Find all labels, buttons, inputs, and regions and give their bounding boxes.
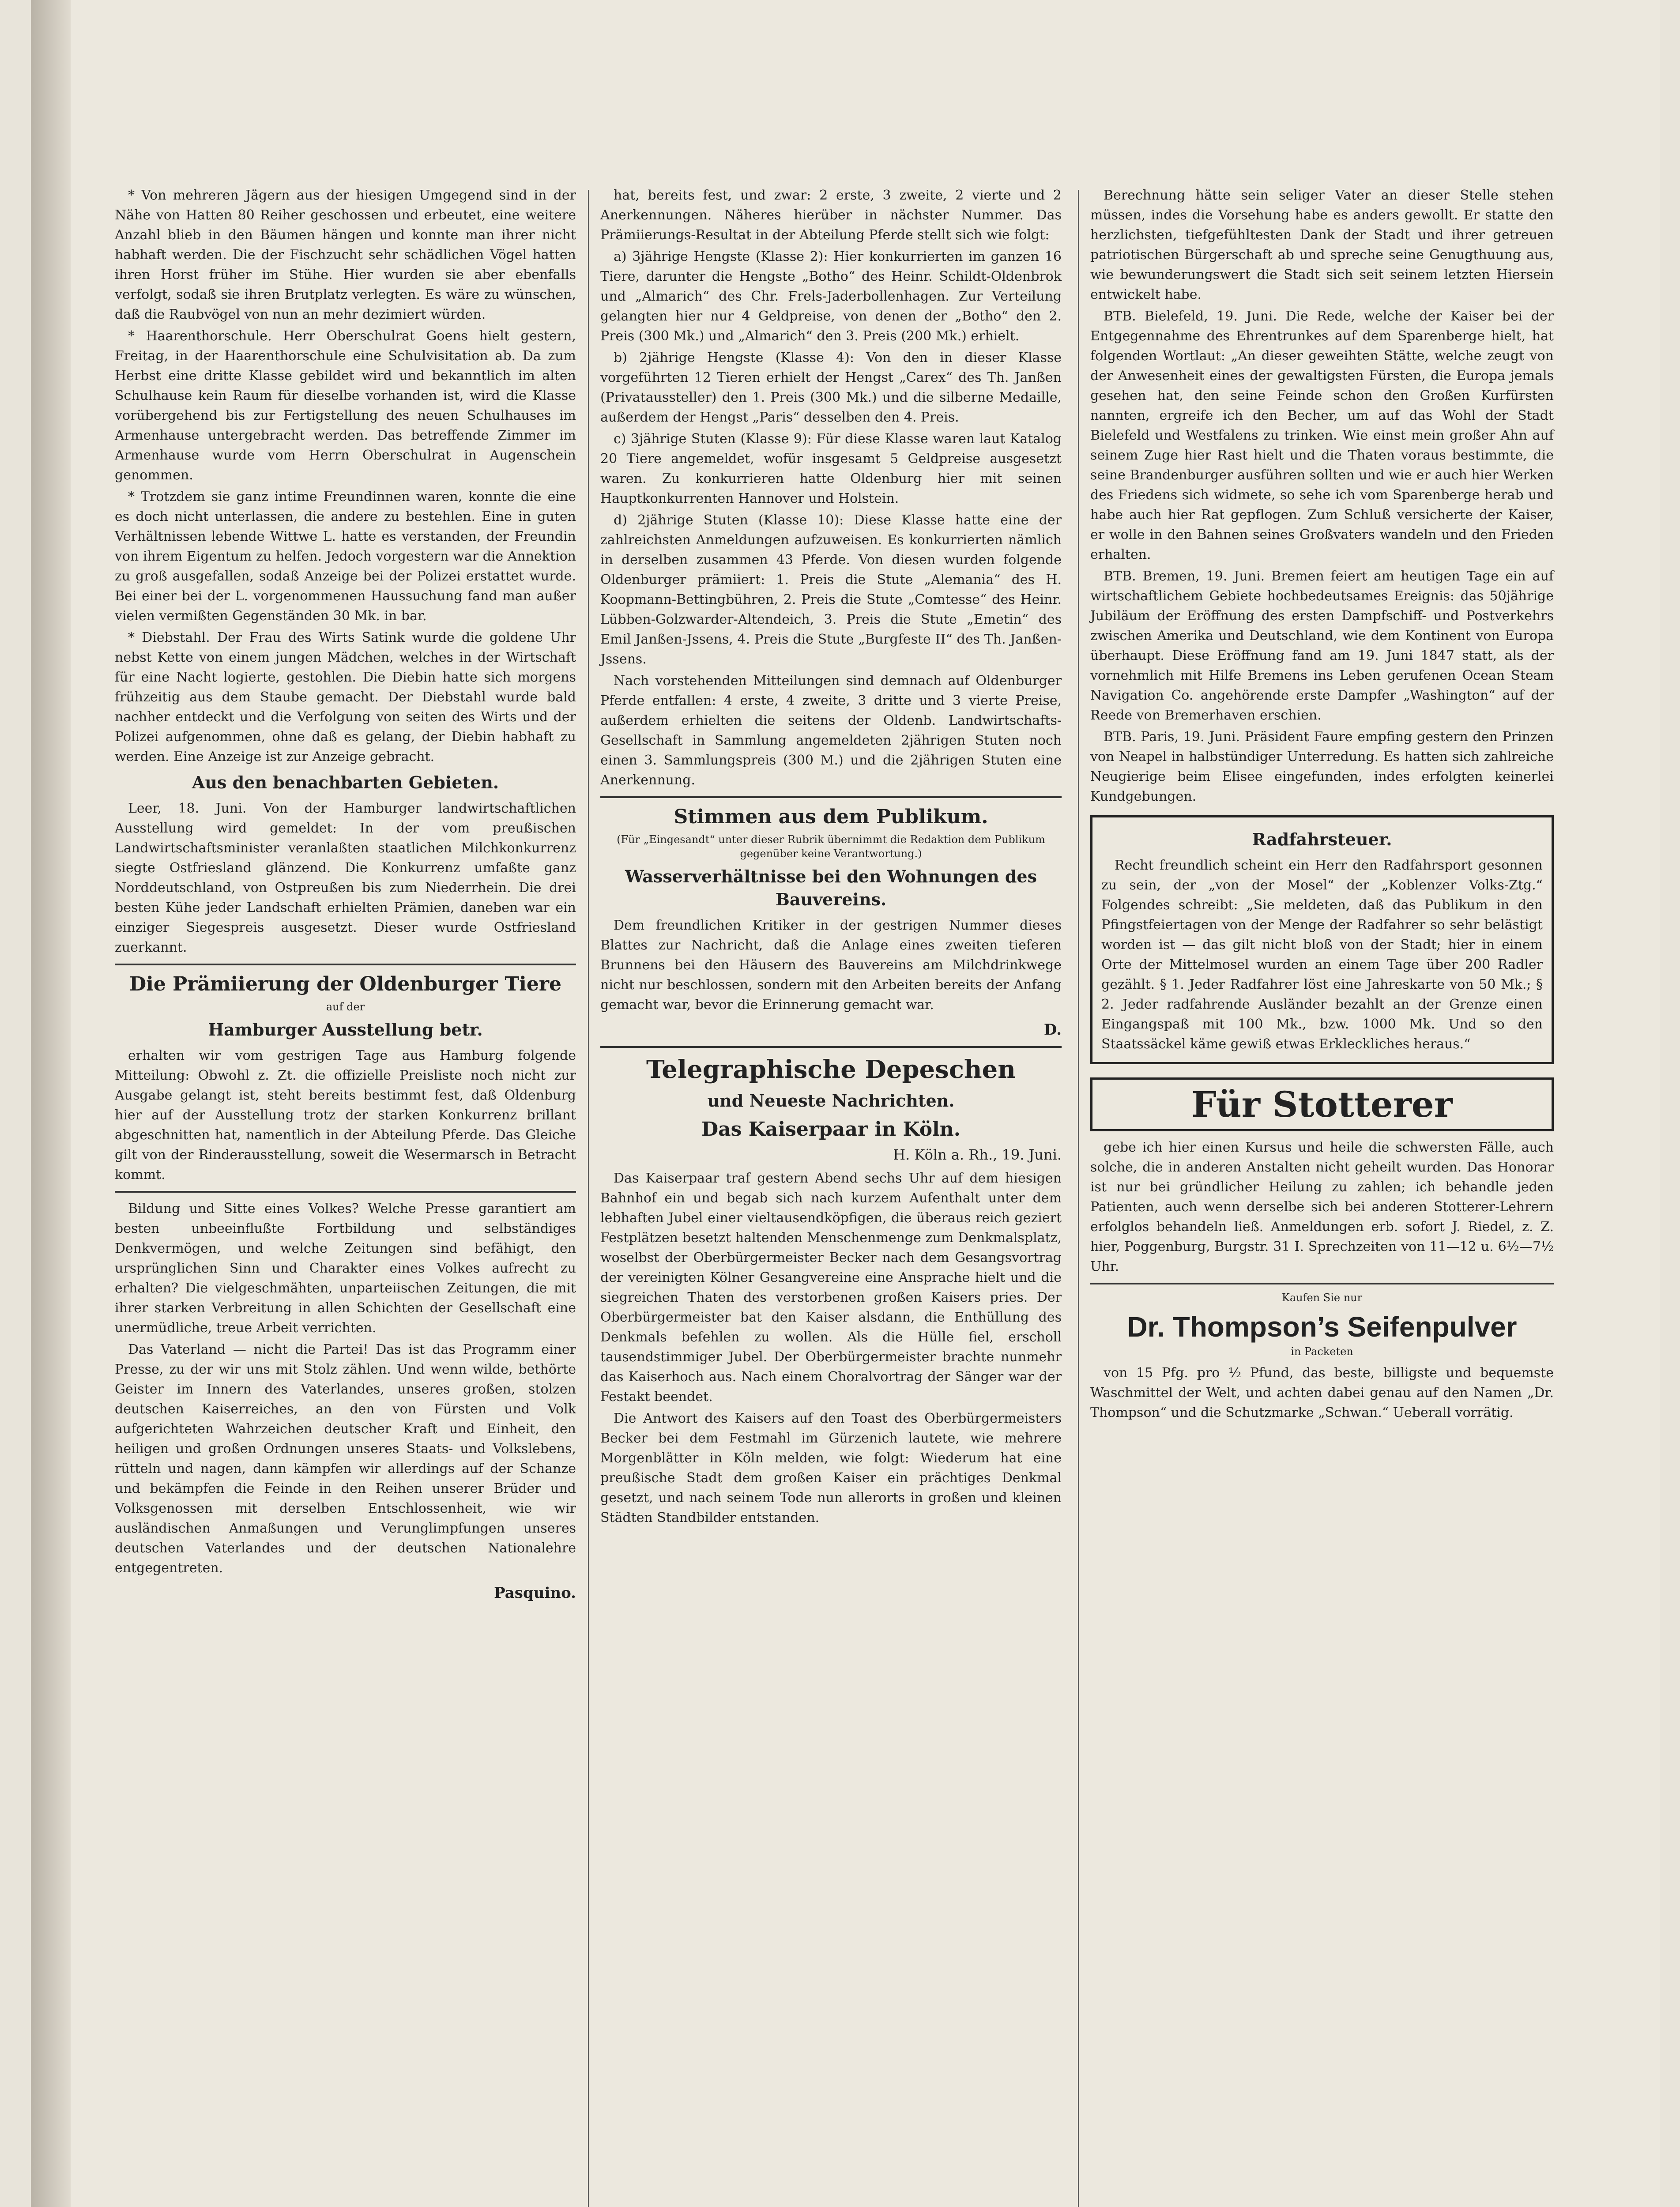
dateline: H. Köln a. Rh., 19. Juni. [893,1146,1062,1163]
section-heading: Stimmen aus dem Publikum. [674,806,988,828]
divider [600,796,1062,798]
article-paragraph: BTB. Bielefeld, 19. Juni. Die Rede, welche der Kaiser bei der Entgegennahme des Ehrentrunkes auf dem Sparenberge hielt, hat folgenden Wortlaut: „An dieser geweihten Stätte, welche zeugt von der Anwesenheit eines der gewaltigsten Fürsten, die Europa jemals gesehen hat, den seine Feinde schon den Großen Kurfürsten nannten, ergreife ich den Becher, um auf das Wohl der Stadt Bielefeld und Westfalens zu trinken. Wie einst mein großer Ahn auf seinem Zuge hier Rast hielt und die Thaten voraus bestimmte, die seine Brandenburger ausführen sollten und wie er auch hier Werken des Friedens sich widmete, so sehe ich vom Sparenberge herab und habe auch hier Rat gepflogen. Zum Schluß versicherte der Kaiser, er wolle in den Bahnen seines Großvaters wandeln und den Frieden erhalten. [1090,309,1554,562]
author-signature: D. [1043,1021,1062,1039]
article-paragraph: d) 2jährige Stuten (Klasse 10): Diese Klasse hatte eine der zahlreichsten Anmeldungen aufzuweisen. Es konkurrierten nämlich in derselben zusammen 43 Pferde. Von diesen wurden folgende Oldenburger prämiiert: 1. Preis die Stute „Alemania“ des H. Koopmann-Bettingbühren, 2. Preis die Stute „Comtesse“ des Heinr. Lübben-Golzwarder-Altendeich, 3. Preis die Stute „Emetin“ des Emil Janßen-Jssens, 4. Preis die Stute „Burgfeste II“ des Th. Janßen-Jssens. [600,512,1062,667]
article-paragraph: Das Vaterland — nicht die Partei! Das ist das Programm einer Presse, zu der wir uns mit Stolz zählen. Und wenn wilde, bethörte Geister im Innern des Vaterlandes, unseres großen, stolzen deutschen Kaiserreiches, an den von Fürsten und Volk aufgerichteten Wahrzeichen deutscher Kraft und Einheit, den heiligen und großen Ordnungen unseres Staats- und Volkslebens, rütteln und nagen, dann kämpfen wir allerdings auf der Schanze und bekämpfen die Feinde in den Reihen unserer Brüder und Volksgenossen mit derselben Entschlossenheit, wie wir ausländischen Anmaßungen und Verunglimpfungen unseres deutschen Vaterlandes und der deutschen Nationalehre entgegentreten. [115,1342,576,1576]
article-paragraph: Recht freundlich scheint ein Herr den Radfahrsport gesonnen zu sein, der „von der Mosel“ der „Koblenzer Volks-Ztg.“ Folgendes schreibt: „Sie meldeten, daß das Publikum in den Pfingstfeiertagen von der Menge der Radfahrer so sehr belästigt worden ist — das gilt nicht bloß von der Stadt; hier in einem Orte der Mittelmosel wurden an einem Tage über 200 Radler gezählt. § 1. Jeder Radfahrer löst eine Jahreskarte von 50 Mk.; § 2. Jeder radfahrende Ausländer bezahlt an der Grenze einen Eingangspaß mit 100 Mk., bzw. 1000 Mk. Und so den Staatssäckel käme gewiß etwas Erkleckliches heraus.“ [1101,858,1543,1052]
column-3 [1090,185,1554,2207]
column-2 [600,185,1062,2207]
article-paragraph: BTB. Paris, 19. Juni. Präsident Faure empfing gestern den Prinzen von Neapel in halbstündiger Unterredung. Es hatten sich zahlreiche Neugierige beim Elisee eingefunden, indes erfolgten keinerlei Kundgebungen. [1090,729,1554,804]
article-paragraph: c) 3jährige Stuten (Klasse 9): Für diese Klasse waren laut Katalog 20 Tiere angemeldet, wofür insgesamt 5 Geldpreise ausgesetzt waren. Zu konkurrieren hatte Oldenburg hier mit seinen Hauptkonkurrenten Hannover und Holstein. [600,431,1062,506]
radfahrsteuer-box [1090,815,1554,1064]
advertisement-intro: Kaufen Sie nur [1281,1292,1363,1304]
advertisement-product: Dr. Thompson’s Seifenpulver [1127,1311,1517,1343]
article-subheadline: Hamburger Ausstellung betr. [208,1020,483,1039]
advertisement-text: gebe ich hier einen Kursus und heile die schwersten Fälle, auch solche, die in anderen Anstalten nicht geheilt wurden. Das Honorar ist nur bei gründlicher Heilung zu zahlen; ich behandle jeden Patienten, auch wenn derselbe sich bei anderen Stotterer-Lehrern erfolglos behandeln ließ. Anmeldungen erb. sofort J. Riedel, z. Z. hier, Poggenburg, Burgstr. 31 I. Sprechzeiten von 11—12 u. 6½—7½ Uhr. [1090,1140,1554,1274]
article-paragraph: hat, bereits fest, und zwar: 2 erste, 3 zweite, 2 vierte und 2 Anerkennungen. Näheres hierüber in nächster Nummer. Das Prämiierungs-Resultat in der Abteilung Pferde stellt sich wie folgt: [600,188,1062,243]
article-paragraph: * Von mehreren Jägern aus der hiesigen Umgegend sind in der Nähe von Hatten 80 Reiher geschossen und erbeutet, eine weitere Anzahl blieb in den Bäumen hängen und konnte man ihrer nicht habhaft werden. Die der Fischzucht sehr schädlichen Vögel hatten ihren Horst früher im Stühe. Hier wurden sie aber ebenfalls verfolgt, sodaß sie ihren Brutplatz verlegten. Es wäre zu wünschen, daß die Raubvögel von nun an mehr dezimiert würden. [115,188,576,322]
article-paragraph: Dem freundlichen Kritiker in der gestrigen Nummer dieses Blattes zur Nachricht, daß die Anlage eines zweiten tieferen Brunnens bei den Häusern des Bauvereins am Milchdrinkwege nicht nur beschlossen, sondern mit den Arbeiten bereits der Anfang gemacht war, bevor die Erinnerung gemacht war. [600,918,1062,1013]
newspaper-page [31,0,1660,2207]
column-rule [1078,190,1079,2207]
headline-connector: auf der [326,1001,365,1013]
article-headline: Die Prämiierung der Oldenburger Tiere [129,973,562,995]
article-paragraph: Das Kaiserpaar traf gestern Abend sechs Uhr auf dem hiesigen Bahnhof ein und begab sich nach kurzem Aufenthalt unter dem lebhaften Jubel einer vieltausendköpfigen, die überaus reich geziert Festplätzen besetzt haltenden Menschenmenge zum Denkmalsplatz, woselbst der Oberbürgermeister Becker nach dem Gesangsvortrag der vereinigten Kölner Gesangvereine eine Ansprache hielt und die siegreichen Thaten des verstorbenen großen Kaisers pries. Der Oberbürgermeister bat den Kaiser alsdann, die Enthüllung des Denkmals befehlen zu wollen. Als die Hülle fiel, erscholl tausendstimmiger Jubel. Der Oberbürgermeister brachte nunmehr das Kaiserhoch aus. Nach einem Choralvortrag der Sänger war der Festakt beendet. [600,1171,1062,1405]
article-paragraph: erhalten wir vom gestrigen Tage aus Hamburg folgende Mitteilung: Obwohl z. Zt. die offizielle Preisliste noch nicht zur Ausgabe gelangt ist, steht bereits bestimmt fest, daß Oldenburg hier auf der Ausstellung trotz der starken Konkurrenz brillant abgeschnitten hat, namentlich in der Abteilung Pferde. Das Gleiche gilt von der Rinderausstellung, soweit die Wesermarsch in Betracht kommt. [115,1048,576,1183]
article-paragraph: Leer, 18. Juni. Von der Hamburger landwirtschaftlichen Ausstellung wird gemeldet: In der vom preußischen Landwirtschaftsminister veranlaßten staatlichen Milchkonkurrenz siegte Ostfriesland glänzend. Die Konkurrenz umfaßte ganz Norddeutschland, von Ostpreußen bis zum Niederrhein. Die drei besten Kühe jeder Landschaft erhielten Prämien, daneben war ein einziger Siegespreis ausgesetzt. Dieser wurde Ostfriesland zuerkannt. [115,801,576,955]
book-spine [31,0,71,2207]
article-paragraph: Bildung und Sitte eines Volkes? Welche Presse garantiert am besten unbeeinflußte Fortbildung und selbständiges Denkvermögen, und welche Zeitungen sind befähigt, den ursprünglichen Sinn und Charakter eines Volkes aufrecht zu erhalten? Die vielgeschmähten, unparteiischen Zeitungen, die mit ihrer starken Verbreitung in allen Schichten der Gesellschaft eine unermüdliche, treue Arbeit verrichten. [115,1201,576,1336]
article-paragraph: Nach vorstehenden Mitteilungen sind demnach auf Oldenburger Pferde entfallen: 4 erste, 4 zweite, 3 dritte und 3 vierte Preise, außerdem erhielten die seitens der Oldenb. Landwirtschafts-Gesellschaft in Sammlung angemeldeten 2jährigen Stuten noch einen 3. Sammlungspreis (300 M.) und die 2jährigen Stuten eine Anerkennung. [600,673,1062,788]
article-paragraph: BTB. Bremen, 19. Juni. Bremen feiert am heutigen Tage ein auf wirtschaftlichem Gebiete hochbedeutsames Ereignis: das 50jährige Jubiläum der Eröffnung des ersten Dampfschiff- und Postverkehrs zwischen Amerika und Deutschland, wie dem Kontinent von Europa überhaupt. Diese Eröffnung fand am 19. Juni 1847 statt, als der vornehmlich mit Hilfe Bremens ins Leben gerufenen Ocean Steam Navigation Co. angehörende erste Dampfer „Washington“ auf der Reede von Bremerhaven erschien. [1090,569,1554,723]
divider [115,1191,576,1193]
box-heading: Radfahrsteuer. [1252,829,1392,849]
article-paragraph: * Trotzdem sie ganz intime Freundinnen waren, konnte die eine es doch nicht unterlassen, die andere zu bestehlen. Eine in guten Verhältnissen lebende Wittwe L. hatte es verstanden, der Freundin von ihrem Eigentum zu helfen. Jedoch vorgestern war die Annektion zu groß ausgefallen, sodaß Anzeige bei der Polizei erstattet wurde. Bei einer bei der L. vorgenommenen Haussuchung fand man außer vielen vermißten Gegenständen 30 Mk. in bar. [115,489,576,624]
divider [1090,1283,1554,1284]
section-subheading: und Neueste Nachrichten. [707,1091,955,1111]
advertisement-text: von 15 Pfg. pro ½ Pfund, das beste, billigste und bequemste Waschmittel der Welt, und achten dabei genau auf den Namen „Dr. Thompson“ und die Schutzmarke „Schwan.“ Ueberall vorrätig. [1090,1365,1554,1420]
article-paragraph: b) 2jährige Hengste (Klasse 4): Von den in dieser Klasse vorgeführten 12 Tieren erhielt der Hengst „Carex“ des Th. Janßen (Privataussteller) den 1. Preis (300 Mk.) und die silberne Medaille, außerdem der Hengst „Paris“ desselben den 4. Preis. [600,350,1062,425]
article-headline: Das Kaiserpaar in Köln. [701,1118,961,1141]
divider [600,1046,1062,1048]
divider [115,964,576,965]
column-rule [588,190,589,2207]
column-1 [115,185,576,2207]
article-paragraph: a) 3jährige Hengste (Klasse 2): Hier konkurrierten im ganzen 16 Tiere, darunter die Hengste „Botho“ des Heinr. Schildt-Oldenbrok und „Almarich“ des Chr. Frels-Jaderbollenhagen. Zur Verteilung gelangten hier nur 4 Geldpreise, von denen der „Botho“ den 2. Preis (300 Mk.) und „Almarich“ den 3. Preis (200 Mk.) erhielt. [600,249,1062,344]
author-signature: Pasquino. [494,1584,576,1602]
article-paragraph: Die Antwort des Kaisers auf den Toast des Oberbürgermeisters Becker bei dem Festmahl im Gürzenich lautete, wie mehrere Morgenblätter in Köln melden, wie folgt: Wiederum hat eine preußische Stadt dem großen Kaiser ein prächtiges Denkmal gesetzt, und nach seinem Tode nun allerorts in großen und kleinen Städten Standbilder entstanden. [600,1411,1062,1525]
advertisement-headline: Für Stotterer [1090,1077,1554,1131]
section-disclaimer: (Für „Eingesandt“ unter dieser Rubrik übernimmt die Redaktion dem Publikum gegenüber keine Verantwortung.) [617,833,1045,860]
article-paragraph: * Haarenthorschule. Herr Oberschulrat Goens hielt gestern, Freitag, in der Haarenthorschule eine Schulvisitation ab. Da zum Herbst eine dritte Klasse gebildet wird und bekanntlich im alten Schulhause kein Raum für dieselbe vorhanden ist, wird die Klasse vorübergehend bis zur Fertigstellung des neuen Schulhauses im Armenhause untergebracht werden. Das betreffende Zimmer im Armenhause wurde vom Herrn Oberschulrat in Augenschein genommen. [115,328,576,483]
advertisement-suffix: in Packeten [1291,1345,1353,1358]
section-heading: Telegraphische Depeschen [646,1055,1016,1084]
section-heading: Aus den benachbarten Gebieten. [192,772,499,792]
article-paragraph: * Diebstahl. Der Frau des Wirts Satink wurde die goldene Uhr nebst Kette von einem jungen Mädchen, welches in der Wirtschaft für eine Nacht logierte, gestohlen. Die Diebin hatte sich morgens frühzeitig aus dem Staube gemacht. Der Diebstahl wurde bald nachher entdeckt und die Verfolgung von seiten des Wirts und der Polizei aufgenommen, ohne daß es gelang, der Diebin habhaft zu werden. Eine Anzeige ist zur Anzeige gebracht. [115,630,576,765]
article-headline: Wasserverhältnisse bei den Wohnungen des Bauvereins. [625,866,1037,909]
article-paragraph: Berechnung hätte sein seliger Vater an dieser Stelle stehen müssen, indes die Vorsehung habe es anders gewollt. Er statte den herzlichsten, tiefgefühltesten Dank der Stadt und ihrer getreuen patriotischen Bürgerschaft ab und spreche seine Genugthuung aus, wie bewunderungswert die Stadt sich seit seinem letzten Hiersein entwickelt habe. [1090,188,1554,302]
